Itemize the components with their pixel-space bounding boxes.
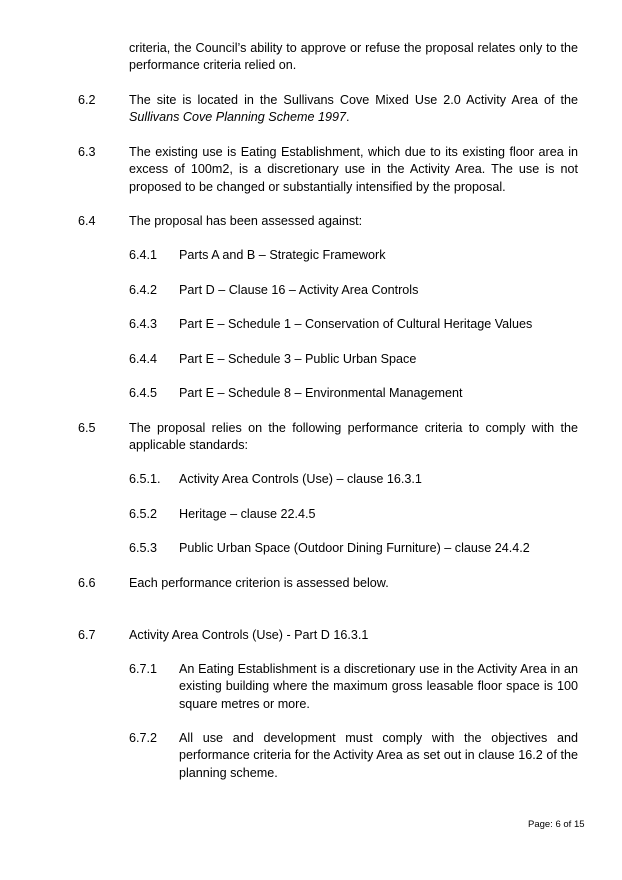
paragraph-line: The existing use is Eating Establishment, which due to its existing floor area in bbox=[129, 145, 578, 159]
item-line: performance criteria for the Activity Area as set out in clause 16.2 of the bbox=[179, 748, 578, 763]
item-text: Activity Area Controls (Use) – clause 16.3.1 bbox=[179, 472, 422, 486]
paragraph-line: criteria, the Council’s ability to approve or refuse the proposal relates only to the bbox=[129, 41, 578, 55]
paragraph-line: performance criteria relied on. bbox=[129, 58, 297, 73]
section-number: 6.6 bbox=[78, 576, 96, 590]
item-number: 6.5.1. bbox=[129, 472, 161, 486]
section-heading: Activity Area Controls (Use) - Part D 16.3.1 bbox=[129, 628, 369, 642]
page-number-footer: Page: 6 of 15 bbox=[528, 819, 585, 830]
section-text: The proposal has been assessed against: bbox=[129, 214, 363, 228]
section-number: 6.7 bbox=[78, 628, 96, 642]
section-number: 6.4 bbox=[78, 214, 96, 228]
item-line: planning scheme. bbox=[179, 765, 278, 780]
item-number: 6.4.3 bbox=[129, 317, 158, 331]
item-text: Public Urban Space (Outdoor Dining Furniture) – clause 24.4.2 bbox=[179, 541, 530, 555]
item-line: existing building where the maximum gross leasable floor space is 100 bbox=[179, 679, 578, 694]
item-number: 6.5.2 bbox=[129, 507, 158, 521]
item-text: Part E – Schedule 8 – Environmental Management bbox=[179, 386, 463, 400]
item-number: 6.7.1 bbox=[129, 662, 158, 676]
item-number: 6.5.3 bbox=[129, 541, 158, 555]
paragraph-line bbox=[129, 109, 578, 126]
item-line: square metres or more. bbox=[179, 696, 310, 711]
item-text: Heritage – clause 22.4.5 bbox=[179, 507, 316, 521]
scheme-title: Sullivans Cove Planning Scheme 1997 bbox=[129, 110, 347, 125]
item-number: 6.4.5 bbox=[129, 386, 158, 400]
item-text: Part E – Schedule 1 – Conservation of Cultural Heritage Values bbox=[179, 317, 533, 331]
item-line: All use and development must comply with the objectives and bbox=[179, 731, 578, 745]
section-number: 6.5 bbox=[78, 421, 96, 435]
item-number: 6.4.2 bbox=[129, 283, 158, 297]
item-text: Part D – Clause 16 – Activity Area Controls bbox=[179, 283, 419, 297]
paragraph-line: excess of 100m2, is a discretionary use in the Activity Area. The use is not bbox=[129, 162, 578, 177]
section-number: 6.3 bbox=[78, 145, 96, 159]
section-text: Each performance criterion is assessed below. bbox=[129, 576, 389, 590]
item-number: 6.4.4 bbox=[129, 352, 158, 366]
item-text: Parts A and B – Strategic Framework bbox=[179, 248, 386, 262]
sentence-end: . bbox=[346, 110, 350, 125]
item-text: Part E – Schedule 3 – Public Urban Space bbox=[179, 352, 417, 366]
item-line: An Eating Establishment is a discretionary use in the Activity Area in an bbox=[179, 662, 578, 676]
paragraph-line: proposed to be changed or substantially intensified by the proposal. bbox=[129, 179, 506, 194]
paragraph-line: applicable standards: bbox=[129, 438, 249, 453]
paragraph-line: The proposal relies on the following performance criteria to comply with the bbox=[129, 421, 578, 435]
section-number: 6.2 bbox=[78, 93, 96, 107]
paragraph-line: The site is located in the Sullivans Cove Mixed Use 2.0 Activity Area of the bbox=[129, 93, 578, 107]
item-number: 6.7.2 bbox=[129, 731, 158, 745]
item-number: 6.4.1 bbox=[129, 248, 158, 262]
